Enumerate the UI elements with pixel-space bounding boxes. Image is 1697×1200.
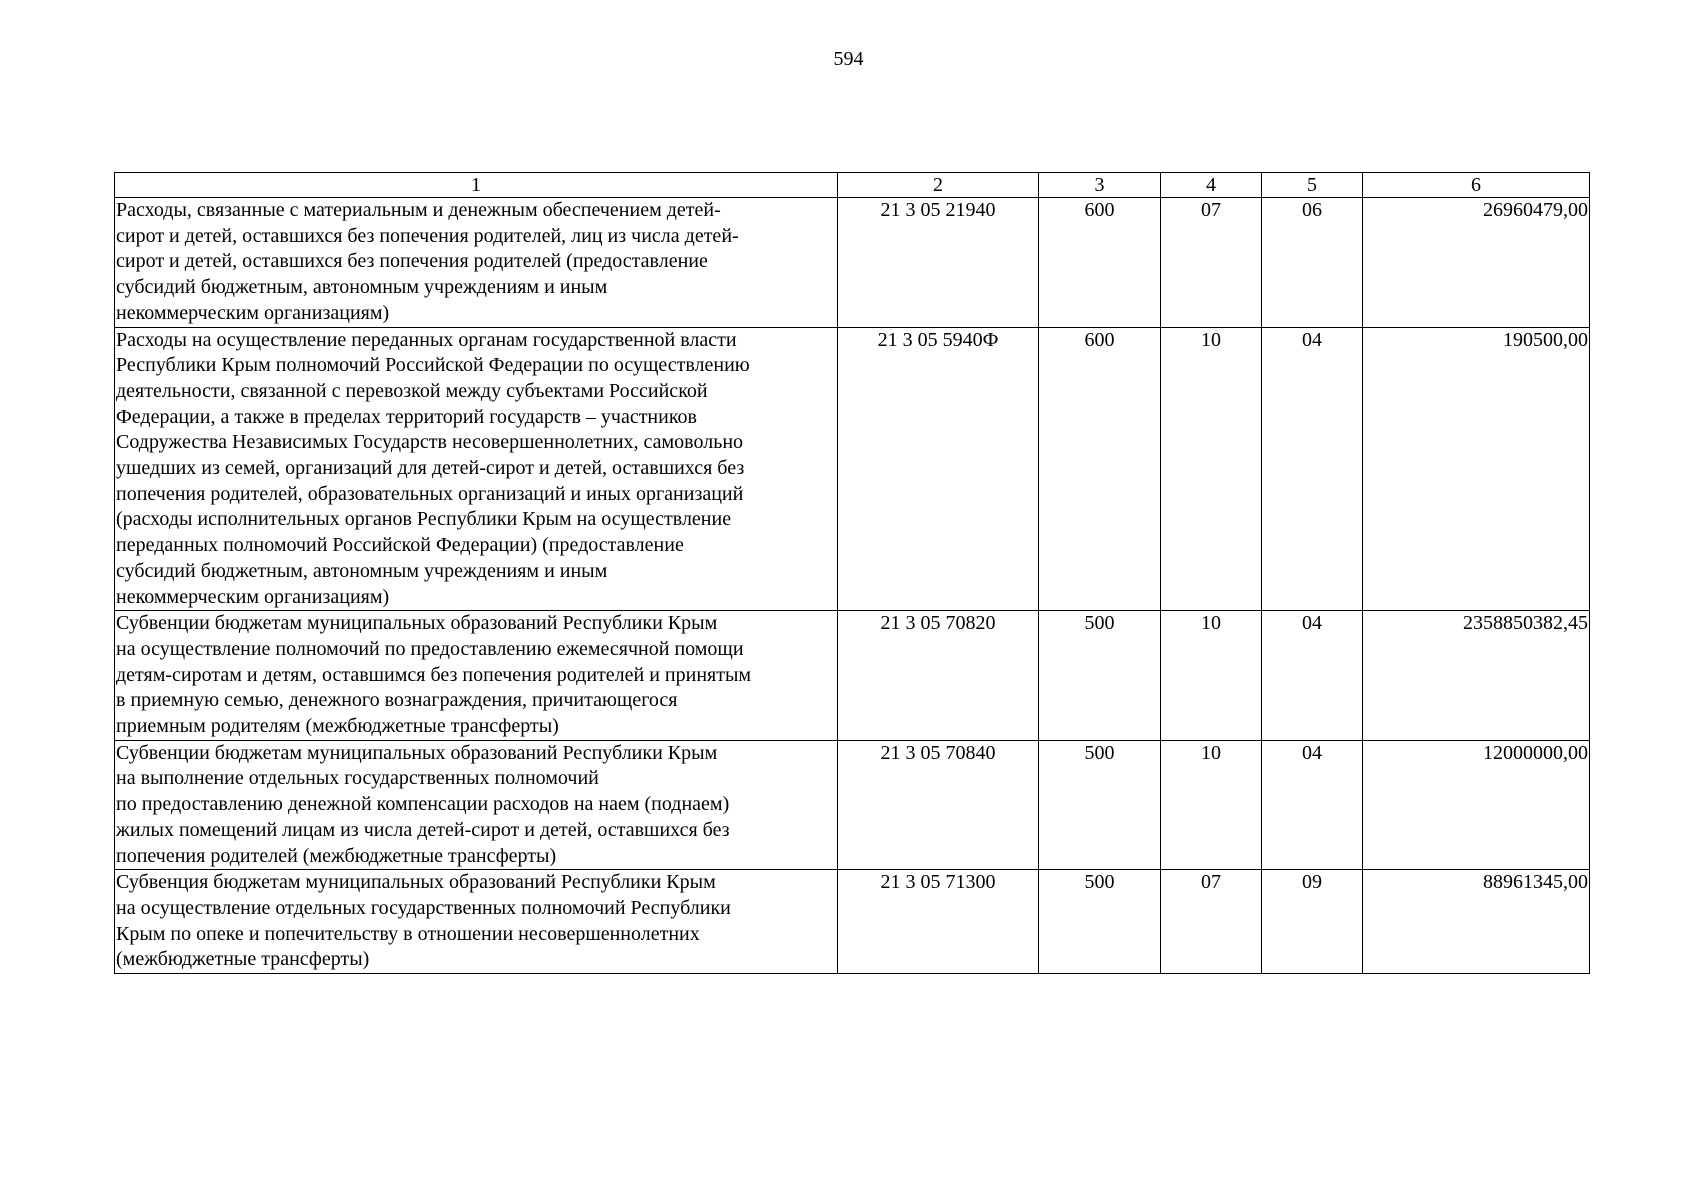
description-cell [115,611,838,741]
description-line: (межбюджетные трансферты) [116,948,370,971]
expense-type-cell: 500 [1039,740,1161,870]
table-row [115,870,1590,974]
description-line: попечения родителей (межбюджетные трансферты) [116,844,557,867]
description-line: ушедших из семей, организаций для детей-сирот и детей, оставшихся без [116,457,745,480]
amount-cell: 26960479,00 [1363,198,1590,328]
description-cell [115,327,838,611]
description-line: Федерации, а также в пределах территорий государств – участников [116,405,697,428]
description-line: субсидий бюджетным, автономным учреждениям и иным [116,276,608,299]
header-col-1: 1 [115,173,838,198]
section-cell: 10 [1161,327,1262,611]
description-line: Крым по опеке и попечительству в отношении несовершеннолетних [116,922,700,945]
description-line: переданных полномочий Российской Федерации) (предоставление [116,534,684,557]
header-col-3: 3 [1039,173,1161,198]
header-col-2: 2 [838,173,1039,198]
amount-cell: 12000000,00 [1363,740,1590,870]
header-col-4: 4 [1161,173,1262,198]
table-row [115,198,1590,328]
expense-type-cell: 600 [1039,327,1161,611]
amount-cell: 88961345,00 [1363,870,1590,974]
header-col-6: 6 [1363,173,1590,198]
description-line: Субвенции бюджетам муниципальных образований Республики Крым [116,612,718,635]
description-line: деятельности, связанной с перевозкой между субъектами Российской [116,379,708,402]
subsection-cell: 09 [1262,870,1363,974]
description-line: попечения родителей, образовательных организаций и иных организаций [116,482,744,505]
amount-cell: 2358850382,45 [1363,611,1590,741]
description-line: Субвенция бюджетам муниципальных образований Республики Крым [116,871,716,894]
table-row [115,740,1590,870]
description-line: по предоставлению денежной компенсации расходов на наем (поднаем) [116,793,730,816]
target-code-cell: 21 3 05 21940 [838,198,1039,328]
section-cell: 10 [1161,740,1262,870]
description-line: Расходы, связанные с материальным и денежным обеспечением детей- [116,199,721,221]
description-line: на осуществление отдельных государственных полномочий Республики [116,896,731,919]
table-row [115,611,1590,741]
description-line: Расходы на осуществление переданных органам государственной власти [116,328,737,351]
expense-type-cell: 500 [1039,611,1161,741]
description-line: сирот и детей, оставшихся без попечения родителей, лиц из числа детей- [116,224,739,247]
table-body [115,198,1590,974]
subsection-cell: 04 [1262,611,1363,741]
description-line: приемным родителям (межбюджетные трансферты) [116,715,559,738]
target-code-cell: 21 3 05 70840 [838,740,1039,870]
subsection-cell: 04 [1262,740,1363,870]
target-code-cell: 21 3 05 70820 [838,611,1039,741]
description-line: Республики Крым полномочий Российской Федерации по осуществлению [116,354,750,377]
description-line: в приемную семью, денежного вознаграждения, причитающегося [116,689,678,712]
description-cell [115,870,838,974]
expense-type-cell: 500 [1039,870,1161,974]
description-line: некоммерческим организациям) [116,585,390,608]
table-row [115,327,1590,611]
expense-type-cell: 600 [1039,198,1161,328]
target-code-cell: 21 3 05 71300 [838,870,1039,974]
description-cell [115,740,838,870]
section-cell: 10 [1161,611,1262,741]
subsection-cell: 04 [1262,327,1363,611]
description-line: детям-сиротам и детям, оставшимся без попечения родителей и принятым [116,663,752,686]
description-line: некоммерческим организациям) [116,301,390,324]
target-code-cell: 21 3 05 5940Ф [838,327,1039,611]
budget-table [114,172,1590,974]
description-line: (расходы исполнительных органов Республики Крым на осуществление [116,508,732,531]
section-cell: 07 [1161,870,1262,974]
description-line: субсидий бюджетным, автономным учреждениям и иным [116,559,608,582]
description-line: на осуществление полномочий по предоставлению ежемесячной помощи [116,637,744,660]
page-number: 594 [833,48,864,70]
header-col-5: 5 [1262,173,1363,198]
section-cell: 07 [1161,198,1262,328]
description-line: Содружества Независимых Государств несовершеннолетних, самовольно [116,431,744,454]
description-line: на выполнение отдельных государственных полномочий [116,767,599,790]
table-header-row [115,173,1590,198]
amount-cell: 190500,00 [1363,327,1590,611]
description-line: жилых помещений лицам из числа детей-сирот и детей, оставшихся без [116,818,730,841]
subsection-cell: 06 [1262,198,1363,328]
description-cell [115,198,838,328]
description-line: сирот и детей, оставшихся без попечения родителей (предоставление [116,250,708,273]
description-line: Субвенции бюджетам муниципальных образований Республики Крым [116,741,718,764]
